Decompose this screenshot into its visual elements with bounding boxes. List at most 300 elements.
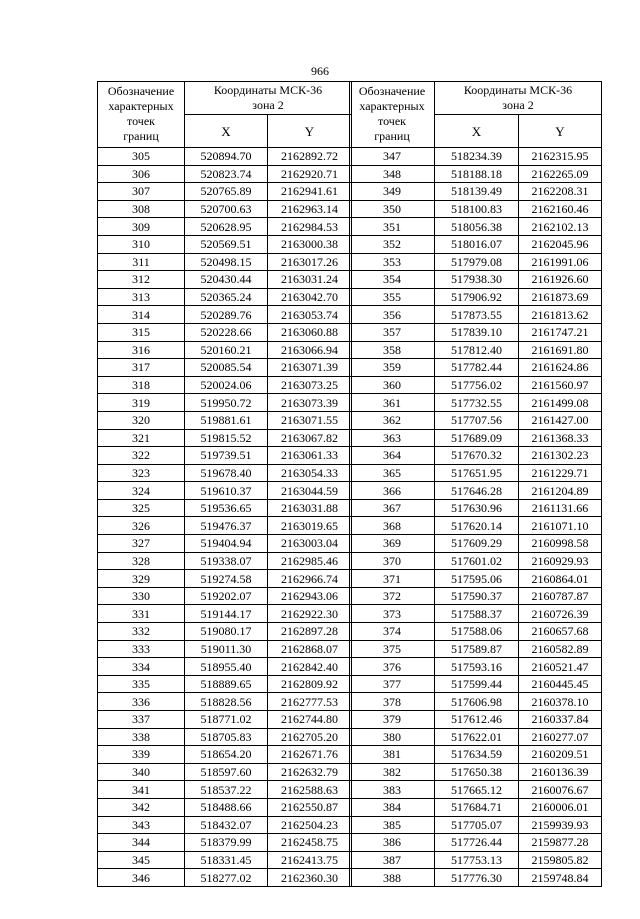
x-coordinate-cell: 520700.63 <box>185 200 268 218</box>
table-row <box>98 834 352 852</box>
x-coordinate-cell: 517707.56 <box>435 411 519 429</box>
point-number-cell: 317 <box>98 359 185 377</box>
table-row <box>350 587 602 605</box>
y-column-header: Y <box>268 115 352 148</box>
point-header <box>350 82 435 148</box>
point-number-cell: 341 <box>98 781 185 799</box>
table-row <box>350 640 602 658</box>
x-coordinate-cell: 517732.55 <box>435 394 519 412</box>
table-row <box>350 798 602 816</box>
point-number-cell: 314 <box>98 306 185 324</box>
x-coordinate-cell: 517646.28 <box>435 482 519 500</box>
point-number-cell: 384 <box>350 798 435 816</box>
x-coordinate-cell: 520823.74 <box>185 165 268 183</box>
y-coordinate-cell: 2162777.53 <box>268 693 352 711</box>
y-coordinate-cell: 2163017.26 <box>268 253 352 271</box>
table-row <box>350 235 602 253</box>
point-number-cell: 351 <box>350 218 435 236</box>
x-coordinate-cell: 517609.29 <box>435 535 519 553</box>
x-coordinate-cell: 519815.52 <box>185 429 268 447</box>
y-coordinate-cell: 2159805.82 <box>519 851 602 869</box>
point-number-cell: 385 <box>350 816 435 834</box>
y-coordinate-cell: 2163071.55 <box>268 411 352 429</box>
y-coordinate-cell: 2160006.01 <box>519 798 602 816</box>
x-coordinate-cell: 517689.09 <box>435 429 519 447</box>
table-row <box>98 218 352 236</box>
y-coordinate-cell: 2161229.71 <box>519 464 602 482</box>
y-coordinate-cell: 2162045.96 <box>519 235 602 253</box>
point-number-cell: 306 <box>98 165 185 183</box>
x-coordinate-cell: 517839.10 <box>435 323 519 341</box>
point-number-cell: 340 <box>98 763 185 781</box>
y-coordinate-cell: 2162160.46 <box>519 200 602 218</box>
point-number-cell: 307 <box>98 183 185 201</box>
y-coordinate-cell: 2161691.80 <box>519 341 602 359</box>
y-coordinate-cell: 2162315.95 <box>519 148 602 166</box>
x-coordinate-cell: 518331.45 <box>185 851 268 869</box>
x-coordinate-cell: 520228.66 <box>185 323 268 341</box>
y-coordinate-cell: 2160209.51 <box>519 746 602 764</box>
table-row <box>98 499 352 517</box>
table-row <box>98 288 352 306</box>
point-number-cell: 370 <box>350 552 435 570</box>
y-coordinate-cell: 2161427.00 <box>519 411 602 429</box>
table-row <box>98 253 352 271</box>
point-header-line: границ <box>123 129 159 143</box>
table-row <box>98 323 352 341</box>
x-coordinate-cell: 518139.49 <box>435 183 519 201</box>
table-row <box>98 411 352 429</box>
point-number-cell: 374 <box>350 623 435 641</box>
x-coordinate-cell: 517812.40 <box>435 341 519 359</box>
point-number-cell: 312 <box>98 271 185 289</box>
table-row <box>350 763 602 781</box>
y-coordinate-cell: 2162705.20 <box>268 728 352 746</box>
x-coordinate-cell: 518016.07 <box>435 235 519 253</box>
point-number-cell: 353 <box>350 253 435 271</box>
table-row <box>350 183 602 201</box>
y-coordinate-cell: 2163060.88 <box>268 323 352 341</box>
point-number-cell: 354 <box>350 271 435 289</box>
x-coordinate-cell: 519274.58 <box>185 570 268 588</box>
y-coordinate-cell: 2162550.87 <box>268 798 352 816</box>
table-row <box>98 587 352 605</box>
table-row <box>350 605 602 623</box>
point-number-cell: 339 <box>98 746 185 764</box>
y-coordinate-cell: 2163000.38 <box>268 235 352 253</box>
x-coordinate-cell: 519610.37 <box>185 482 268 500</box>
table-row <box>98 869 352 887</box>
y-coordinate-cell: 2160864.01 <box>519 570 602 588</box>
x-coordinate-cell: 520765.89 <box>185 183 268 201</box>
point-number-cell: 329 <box>98 570 185 588</box>
table-row <box>350 869 602 887</box>
x-coordinate-cell: 518705.83 <box>185 728 268 746</box>
y-coordinate-cell: 2161560.97 <box>519 376 602 394</box>
table-row <box>350 746 602 764</box>
point-header-line: Обозначение <box>107 84 175 98</box>
point-number-cell: 335 <box>98 675 185 693</box>
point-number-cell: 343 <box>98 816 185 834</box>
table-row <box>98 447 352 465</box>
point-number-cell: 371 <box>350 570 435 588</box>
x-coordinate-cell: 518100.83 <box>435 200 519 218</box>
x-coordinate-cell: 517630.96 <box>435 499 519 517</box>
y-coordinate-cell: 2162413.75 <box>268 851 352 869</box>
point-number-cell: 325 <box>98 499 185 517</box>
point-number-cell: 337 <box>98 711 185 729</box>
x-coordinate-cell: 518056.38 <box>435 218 519 236</box>
x-coordinate-cell: 518379.99 <box>185 834 268 852</box>
table-row <box>98 183 352 201</box>
point-number-cell: 386 <box>350 834 435 852</box>
x-coordinate-cell: 520024.06 <box>185 376 268 394</box>
point-number-cell: 327 <box>98 535 185 553</box>
x-coordinate-cell: 520628.95 <box>185 218 268 236</box>
x-coordinate-cell: 517588.06 <box>435 623 519 641</box>
coordinate-system-zone: зона 2 <box>502 98 534 112</box>
point-number-cell: 322 <box>98 447 185 465</box>
table-row <box>350 323 602 341</box>
y-coordinate-cell: 2161368.33 <box>519 429 602 447</box>
point-number-cell: 363 <box>350 429 435 447</box>
table-row <box>98 746 352 764</box>
x-coordinate-cell: 519739.51 <box>185 447 268 465</box>
x-coordinate-cell: 518654.20 <box>185 746 268 764</box>
coordinate-system-header <box>435 82 602 115</box>
table-row <box>350 271 602 289</box>
table-row <box>98 429 352 447</box>
y-coordinate-cell: 2160378.10 <box>519 693 602 711</box>
x-coordinate-cell: 519950.72 <box>185 394 268 412</box>
point-number-cell: 387 <box>350 851 435 869</box>
x-column-header: X <box>435 115 519 148</box>
table-row <box>350 535 602 553</box>
point-number-cell: 360 <box>350 376 435 394</box>
y-coordinate-cell: 2163073.39 <box>268 394 352 412</box>
point-number-cell: 388 <box>350 869 435 887</box>
y-coordinate-cell: 2162920.71 <box>268 165 352 183</box>
point-number-cell: 366 <box>350 482 435 500</box>
x-coordinate-cell: 518234.39 <box>435 148 519 166</box>
table-row <box>98 341 352 359</box>
x-coordinate-cell: 517595.06 <box>435 570 519 588</box>
x-coordinate-cell: 518771.02 <box>185 711 268 729</box>
point-number-cell: 358 <box>350 341 435 359</box>
table-row <box>350 218 602 236</box>
x-coordinate-cell: 517756.02 <box>435 376 519 394</box>
x-coordinate-cell: 518955.40 <box>185 658 268 676</box>
table-row <box>350 517 602 535</box>
x-coordinate-cell: 519080.17 <box>185 623 268 641</box>
x-coordinate-cell: 517906.92 <box>435 288 519 306</box>
point-number-cell: 379 <box>350 711 435 729</box>
x-coordinate-cell: 517938.30 <box>435 271 519 289</box>
y-coordinate-cell: 2161499.08 <box>519 394 602 412</box>
point-number-cell: 361 <box>350 394 435 412</box>
table-row <box>98 640 352 658</box>
table-row <box>98 658 352 676</box>
y-coordinate-cell: 2162984.53 <box>268 218 352 236</box>
point-number-cell: 342 <box>98 798 185 816</box>
x-coordinate-cell: 517601.02 <box>435 552 519 570</box>
point-number-cell: 372 <box>350 587 435 605</box>
x-coordinate-cell: 520430.44 <box>185 271 268 289</box>
table-row <box>350 341 602 359</box>
table-row <box>98 359 352 377</box>
y-coordinate-cell: 2161071.10 <box>519 517 602 535</box>
point-number-cell: 308 <box>98 200 185 218</box>
x-coordinate-cell: 517622.01 <box>435 728 519 746</box>
point-header-line: точек <box>378 114 406 128</box>
point-number-cell: 375 <box>350 640 435 658</box>
table-row <box>98 482 352 500</box>
x-coordinate-cell: 517612.46 <box>435 711 519 729</box>
table-row <box>350 781 602 799</box>
table-row <box>98 781 352 799</box>
point-number-cell: 348 <box>350 165 435 183</box>
coordinate-system-header <box>185 82 352 115</box>
page-number: 966 <box>311 64 329 78</box>
x-coordinate-cell: 517670.32 <box>435 447 519 465</box>
point-number-cell: 328 <box>98 552 185 570</box>
x-coordinate-cell: 518889.65 <box>185 675 268 693</box>
y-column-header: Y <box>519 115 602 148</box>
x-coordinate-cell: 517705.07 <box>435 816 519 834</box>
x-column-header: X <box>185 115 268 148</box>
y-coordinate-cell: 2160657.68 <box>519 623 602 641</box>
point-number-cell: 332 <box>98 623 185 641</box>
x-coordinate-cell: 519678.40 <box>185 464 268 482</box>
x-coordinate-cell: 520289.76 <box>185 306 268 324</box>
table-row <box>98 570 352 588</box>
table-row <box>350 816 602 834</box>
table-row <box>98 235 352 253</box>
point-number-cell: 381 <box>350 746 435 764</box>
x-coordinate-cell: 518432.07 <box>185 816 268 834</box>
table-row <box>98 675 352 693</box>
x-coordinate-cell: 517684.71 <box>435 798 519 816</box>
table-row <box>98 711 352 729</box>
coordinates-table-left <box>97 81 352 887</box>
y-coordinate-cell: 2162671.76 <box>268 746 352 764</box>
x-coordinate-cell: 519011.30 <box>185 640 268 658</box>
y-coordinate-cell: 2163073.25 <box>268 376 352 394</box>
point-number-cell: 368 <box>350 517 435 535</box>
point-number-cell: 365 <box>350 464 435 482</box>
table-row <box>350 165 602 183</box>
table-row <box>98 693 352 711</box>
table-row <box>98 605 352 623</box>
table-row <box>350 570 602 588</box>
y-coordinate-cell: 2162360.30 <box>268 869 352 887</box>
point-header-line: точек <box>127 114 155 128</box>
y-coordinate-cell: 2163031.88 <box>268 499 352 517</box>
y-coordinate-cell: 2160076.67 <box>519 781 602 799</box>
table-row <box>350 834 602 852</box>
x-coordinate-cell: 517634.59 <box>435 746 519 764</box>
x-coordinate-cell: 517753.13 <box>435 851 519 869</box>
table-row <box>98 816 352 834</box>
x-coordinate-cell: 520894.70 <box>185 148 268 166</box>
point-number-cell: 324 <box>98 482 185 500</box>
y-coordinate-cell: 2162897.28 <box>268 623 352 641</box>
point-number-cell: 315 <box>98 323 185 341</box>
table-row <box>350 394 602 412</box>
y-coordinate-cell: 2163003.04 <box>268 535 352 553</box>
y-coordinate-cell: 2162985.46 <box>268 552 352 570</box>
point-number-cell: 311 <box>98 253 185 271</box>
point-number-cell: 382 <box>350 763 435 781</box>
point-number-cell: 380 <box>350 728 435 746</box>
x-coordinate-cell: 517588.37 <box>435 605 519 623</box>
y-coordinate-cell: 2160337.84 <box>519 711 602 729</box>
table-row <box>350 306 602 324</box>
y-coordinate-cell: 2162632.79 <box>268 763 352 781</box>
y-coordinate-cell: 2160787.87 <box>519 587 602 605</box>
y-coordinate-cell: 2163042.70 <box>268 288 352 306</box>
y-coordinate-cell: 2162842.40 <box>268 658 352 676</box>
y-coordinate-cell: 2162265.09 <box>519 165 602 183</box>
table-row <box>350 447 602 465</box>
table-row <box>350 148 602 166</box>
table-row <box>98 763 352 781</box>
x-coordinate-cell: 517606.98 <box>435 693 519 711</box>
table-row <box>350 376 602 394</box>
point-number-cell: 373 <box>350 605 435 623</box>
point-number-cell: 377 <box>350 675 435 693</box>
y-coordinate-cell: 2162922.30 <box>268 605 352 623</box>
point-number-cell: 313 <box>98 288 185 306</box>
y-coordinate-cell: 2161747.21 <box>519 323 602 341</box>
coordinate-system-name: Координаты МСК-36 <box>463 83 573 97</box>
point-number-cell: 331 <box>98 605 185 623</box>
point-number-cell: 350 <box>350 200 435 218</box>
y-coordinate-cell: 2163067.82 <box>268 429 352 447</box>
table-row <box>98 517 352 535</box>
table-row <box>98 464 352 482</box>
point-number-cell: 323 <box>98 464 185 482</box>
y-coordinate-cell: 2162868.07 <box>268 640 352 658</box>
x-coordinate-cell: 517620.14 <box>435 517 519 535</box>
y-coordinate-cell: 2162744.80 <box>268 711 352 729</box>
table-row <box>350 552 602 570</box>
left-table-body <box>98 148 352 887</box>
y-coordinate-cell: 2161624.86 <box>519 359 602 377</box>
point-number-cell: 334 <box>98 658 185 676</box>
point-header-line: характерных <box>359 99 425 113</box>
point-number-cell: 326 <box>98 517 185 535</box>
point-number-cell: 376 <box>350 658 435 676</box>
table-row <box>350 851 602 869</box>
y-coordinate-cell: 2162504.23 <box>268 816 352 834</box>
y-coordinate-cell: 2161131.66 <box>519 499 602 517</box>
y-coordinate-cell: 2160929.93 <box>519 552 602 570</box>
y-coordinate-cell: 2163061.33 <box>268 447 352 465</box>
x-coordinate-cell: 517873.55 <box>435 306 519 324</box>
point-header-line: характерных <box>108 99 174 113</box>
y-coordinate-cell: 2161926.60 <box>519 271 602 289</box>
x-coordinate-cell: 518277.02 <box>185 869 268 887</box>
y-coordinate-cell: 2163053.74 <box>268 306 352 324</box>
coordinate-system-zone: зона 2 <box>252 98 284 112</box>
table-row <box>98 394 352 412</box>
table-row <box>350 411 602 429</box>
table-row <box>350 482 602 500</box>
table-row <box>98 376 352 394</box>
table-row <box>350 253 602 271</box>
x-coordinate-cell: 519536.65 <box>185 499 268 517</box>
x-coordinate-cell: 518597.60 <box>185 763 268 781</box>
table-row <box>350 711 602 729</box>
table-row <box>98 535 352 553</box>
x-coordinate-cell: 519144.17 <box>185 605 268 623</box>
point-number-cell: 330 <box>98 587 185 605</box>
y-coordinate-cell: 2161302.23 <box>519 447 602 465</box>
point-number-cell: 318 <box>98 376 185 394</box>
x-coordinate-cell: 520569.51 <box>185 235 268 253</box>
point-header <box>98 82 185 148</box>
table-row <box>350 288 602 306</box>
table-row <box>98 798 352 816</box>
table-row <box>350 623 602 641</box>
y-coordinate-cell: 2160998.58 <box>519 535 602 553</box>
table-row <box>350 658 602 676</box>
point-number-cell: 378 <box>350 693 435 711</box>
x-coordinate-cell: 518488.66 <box>185 798 268 816</box>
table-row <box>98 306 352 324</box>
point-number-cell: 346 <box>98 869 185 887</box>
point-number-cell: 383 <box>350 781 435 799</box>
y-coordinate-cell: 2162809.92 <box>268 675 352 693</box>
y-coordinate-cell: 2160582.89 <box>519 640 602 658</box>
y-coordinate-cell: 2160445.45 <box>519 675 602 693</box>
y-coordinate-cell: 2162941.61 <box>268 183 352 201</box>
x-coordinate-cell: 517593.16 <box>435 658 519 676</box>
x-coordinate-cell: 517599.44 <box>435 675 519 693</box>
point-number-cell: 352 <box>350 235 435 253</box>
y-coordinate-cell: 2163066.94 <box>268 341 352 359</box>
point-number-cell: 338 <box>98 728 185 746</box>
table-row <box>350 675 602 693</box>
right-table-body <box>350 148 602 887</box>
table-row <box>350 359 602 377</box>
y-coordinate-cell: 2163031.24 <box>268 271 352 289</box>
y-coordinate-cell: 2160726.39 <box>519 605 602 623</box>
point-number-cell: 357 <box>350 323 435 341</box>
point-number-cell: 310 <box>98 235 185 253</box>
x-coordinate-cell: 517589.87 <box>435 640 519 658</box>
table-row <box>98 623 352 641</box>
y-coordinate-cell: 2160521.47 <box>519 658 602 676</box>
point-number-cell: 333 <box>98 640 185 658</box>
point-number-cell: 359 <box>350 359 435 377</box>
point-number-cell: 319 <box>98 394 185 412</box>
x-coordinate-cell: 518828.56 <box>185 693 268 711</box>
y-coordinate-cell: 2161204.89 <box>519 482 602 500</box>
point-header-line: границ <box>374 129 410 143</box>
table-row <box>350 728 602 746</box>
y-coordinate-cell: 2161873.69 <box>519 288 602 306</box>
y-coordinate-cell: 2162458.75 <box>268 834 352 852</box>
point-number-cell: 349 <box>350 183 435 201</box>
x-coordinate-cell: 519338.07 <box>185 552 268 570</box>
point-number-cell: 320 <box>98 411 185 429</box>
point-number-cell: 309 <box>98 218 185 236</box>
x-coordinate-cell: 517650.38 <box>435 763 519 781</box>
y-coordinate-cell: 2162892.72 <box>268 148 352 166</box>
table-row <box>98 148 352 166</box>
